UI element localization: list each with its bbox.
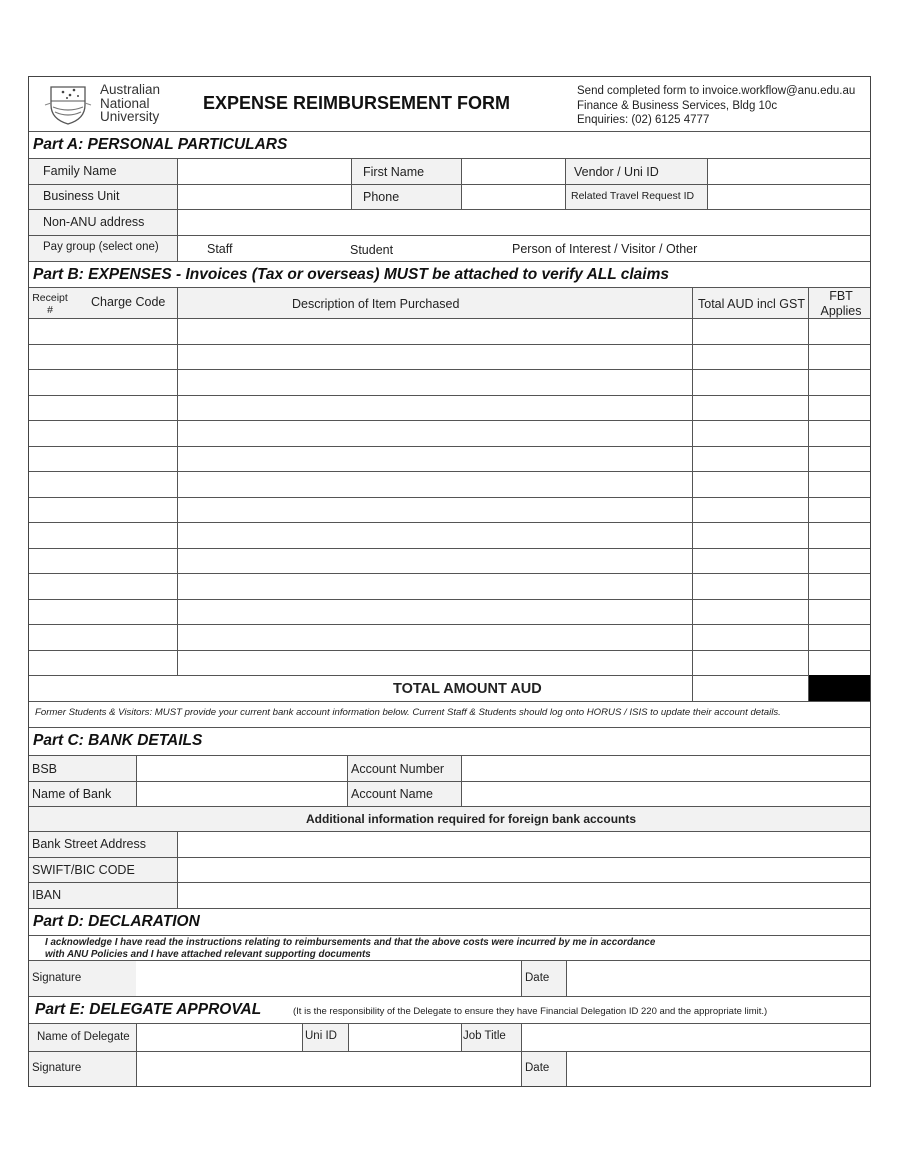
expense-fbt-cell[interactable] [809, 600, 870, 625]
declaration-line-2: with ANU Policies and I have attached relevant supporting documents [45, 948, 371, 960]
declaration-signature-field[interactable] [137, 961, 520, 995]
delegate-name-field[interactable] [137, 1024, 301, 1050]
anu-crest-icon [43, 83, 93, 125]
delegate-date-label: Date [525, 1062, 550, 1074]
phone-field[interactable] [462, 185, 564, 209]
expense-description-cell[interactable] [178, 625, 692, 650]
account-name-field[interactable] [462, 782, 870, 805]
expense-total-cell[interactable] [693, 396, 808, 421]
expense-total-cell[interactable] [693, 625, 808, 650]
expense-row [29, 573, 870, 599]
contact-info [577, 84, 855, 128]
expense-charge-code-cell[interactable] [29, 523, 177, 548]
expense-description-cell[interactable] [178, 498, 692, 523]
declaration-date-label: Date [525, 972, 550, 984]
bank-name-field[interactable] [137, 782, 346, 805]
phone-label: Phone [363, 190, 400, 204]
expense-description-cell[interactable] [178, 600, 692, 625]
expense-charge-code-cell[interactable] [29, 447, 177, 472]
expense-row [29, 522, 870, 548]
expense-charge-code-cell[interactable] [29, 370, 177, 395]
first-name-field[interactable] [462, 159, 564, 183]
non-anu-address-label: Non-ANU address [43, 215, 145, 229]
expense-total-cell[interactable] [693, 345, 808, 370]
pay-option-student[interactable]: Student [350, 243, 394, 257]
expense-fbt-cell[interactable] [809, 472, 870, 497]
receipt-header-line-2: # [47, 304, 53, 316]
expense-fbt-cell[interactable] [809, 651, 870, 676]
expense-fbt-cell[interactable] [809, 370, 870, 395]
expense-row [29, 471, 870, 497]
expense-row [29, 624, 870, 650]
receipt-header-line-1: Receipt [32, 292, 68, 304]
expense-charge-code-cell[interactable] [29, 498, 177, 523]
delegate-date-field[interactable] [567, 1052, 870, 1085]
total-amount-label: TOTAL AMOUNT AUD [393, 681, 542, 697]
total-amount-field[interactable] [693, 676, 807, 700]
contact-phone: Enquiries: (02) 6125 4777 [577, 114, 710, 126]
expense-charge-code-cell[interactable] [29, 421, 177, 446]
expense-charge-code-cell[interactable] [29, 345, 177, 370]
expense-total-cell[interactable] [693, 523, 808, 548]
expense-description-cell[interactable] [178, 651, 692, 676]
description-header: Description of Item Purchased [292, 297, 460, 311]
iban-field[interactable] [178, 883, 870, 907]
expense-total-cell[interactable] [693, 600, 808, 625]
university-name [100, 83, 160, 124]
delegate-signature-field[interactable] [137, 1052, 520, 1085]
bsb-field[interactable] [137, 756, 346, 780]
expense-total-cell[interactable] [693, 370, 808, 395]
vendor-id-label: Vendor / Uni ID [574, 165, 659, 179]
contact-address: Finance & Business Services, Bldg 10c [577, 99, 778, 112]
related-travel-label: Related Travel Request ID [571, 190, 695, 202]
business-unit-field[interactable] [178, 185, 350, 209]
fbt-header [811, 289, 871, 319]
related-travel-field[interactable] [708, 185, 870, 209]
bsb-label: BSB [32, 762, 58, 776]
expense-charge-code-cell[interactable] [29, 396, 177, 421]
logo-line-2: National [100, 95, 150, 111]
expense-charge-code-cell[interactable] [29, 574, 177, 599]
part-a-title: Part A: PERSONAL PARTICULARS [33, 136, 288, 153]
expense-fbt-cell[interactable] [809, 396, 870, 421]
expense-total-cell[interactable] [693, 319, 808, 344]
expense-row [29, 599, 870, 625]
expense-fbt-cell[interactable] [809, 523, 870, 548]
iban-label: IBAN [32, 888, 62, 902]
pay-group-label: Pay group (select one) [43, 241, 159, 253]
expense-description-cell[interactable] [178, 319, 692, 344]
expense-fbt-cell[interactable] [809, 498, 870, 523]
bank-info-note: Former Students & Visitors: MUST provide your current bank account information below. Current Staff & Students should log onto HORUS / ISIS to update their account details. [35, 707, 781, 718]
fbt-total-blackout [809, 675, 870, 701]
vendor-id-field[interactable] [708, 159, 870, 183]
pay-option-other[interactable]: Person of Interest / Visitor / Other [512, 242, 698, 256]
job-title-field[interactable] [522, 1024, 870, 1050]
expense-fbt-cell[interactable] [809, 447, 870, 472]
expense-row [29, 369, 870, 395]
non-anu-address-field[interactable] [178, 210, 870, 234]
swift-field[interactable] [178, 858, 870, 881]
swift-label: SWIFT/BIC CODE [32, 863, 135, 877]
bank-name-label: Name of Bank [32, 787, 112, 801]
form-title: EXPENSE REIMBURSEMENT FORM [203, 93, 511, 113]
expense-description-cell[interactable] [178, 396, 692, 421]
expense-charge-code-cell[interactable] [29, 319, 177, 344]
receipt-header [32, 292, 68, 316]
expense-row [29, 318, 870, 344]
uni-id-field[interactable] [349, 1024, 460, 1050]
expense-charge-code-cell[interactable] [29, 472, 177, 497]
expense-charge-code-cell[interactable] [29, 549, 177, 574]
expense-total-cell[interactable] [693, 498, 808, 523]
expense-row [29, 395, 870, 421]
expense-description-cell[interactable] [178, 472, 692, 497]
pay-option-staff[interactable]: Staff [207, 242, 233, 256]
expense-fbt-cell[interactable] [809, 421, 870, 446]
expense-row [29, 548, 870, 574]
expense-form [28, 76, 871, 1087]
fbt-header-line-2: Applies [820, 304, 862, 318]
expense-fbt-cell[interactable] [809, 574, 870, 599]
expense-charge-code-cell[interactable] [29, 600, 177, 625]
bank-street-address-field[interactable] [178, 832, 870, 856]
delegate-note: (It is the responsibility of the Delegate to ensure they have Financial Delegation ID 220 and the appropriate limit.) [293, 1006, 768, 1017]
delegate-name-label: Name of Delegate [37, 1031, 130, 1043]
part-c-title: Part C: BANK DETAILS [33, 732, 203, 749]
expense-fbt-cell[interactable] [809, 625, 870, 650]
expense-total-cell[interactable] [693, 574, 808, 599]
expense-total-cell[interactable] [693, 472, 808, 497]
declaration-text [45, 937, 655, 960]
account-number-field[interactable] [462, 756, 870, 780]
expense-description-cell[interactable] [178, 447, 692, 472]
expense-description-cell[interactable] [178, 421, 692, 446]
expense-row [29, 446, 870, 472]
part-b-title: Part B: EXPENSES - Invoices (Tax or overseas) MUST be attached to verify ALL claims [33, 266, 669, 283]
declaration-line-1: I acknowledge I have read the instructions relating to reimbursements and that the above costs were incurred by me in accordance [45, 937, 656, 948]
logo-line-1: Australian [100, 82, 161, 97]
expense-description-cell[interactable] [178, 345, 692, 370]
expense-fbt-cell[interactable] [809, 549, 870, 574]
expense-total-cell[interactable] [693, 447, 808, 472]
expense-total-cell[interactable] [693, 651, 808, 676]
expense-charge-code-cell[interactable] [29, 651, 177, 676]
expense-row [29, 497, 870, 523]
expense-description-cell[interactable] [178, 574, 692, 599]
account-number-label: Account Number [351, 762, 445, 776]
delegate-signature-label: Signature [32, 1062, 82, 1074]
account-name-label: Account Name [351, 787, 433, 801]
business-unit-label: Business Unit [43, 189, 120, 203]
foreign-bank-header: Additional information required for foreign bank accounts [306, 812, 637, 826]
logo-line-3: University [100, 109, 160, 124]
expense-charge-code-cell[interactable] [29, 625, 177, 650]
first-name-label: First Name [363, 165, 425, 179]
declaration-date-field[interactable] [567, 961, 870, 995]
charge-code-header: Charge Code [91, 295, 166, 309]
expense-fbt-cell[interactable] [809, 345, 870, 370]
family-name-label: Family Name [43, 164, 117, 178]
part-e-title: Part E: DELEGATE APPROVAL [35, 1001, 262, 1018]
family-name-field[interactable] [178, 159, 350, 183]
expense-total-cell[interactable] [693, 549, 808, 574]
fbt-header-line-1: FBT [829, 289, 853, 303]
expense-row [29, 344, 870, 370]
part-d-title: Part D: DECLARATION [33, 913, 200, 930]
declaration-signature-label: Signature [32, 972, 82, 984]
bank-street-address-label: Bank Street Address [32, 837, 146, 851]
expense-fbt-cell[interactable] [809, 319, 870, 344]
expense-row [29, 650, 870, 676]
uni-id-label: Uni ID [305, 1030, 337, 1042]
total-header: Total AUD incl GST [698, 297, 805, 311]
contact-email: Send completed form to invoice.workflow@anu.edu.au [577, 85, 856, 97]
expense-description-cell[interactable] [178, 549, 692, 574]
expense-description-cell[interactable] [178, 370, 692, 395]
expense-description-cell[interactable] [178, 523, 692, 548]
job-title-label: Job Title [463, 1030, 506, 1042]
expense-row [29, 420, 870, 446]
expense-total-cell[interactable] [693, 421, 808, 446]
